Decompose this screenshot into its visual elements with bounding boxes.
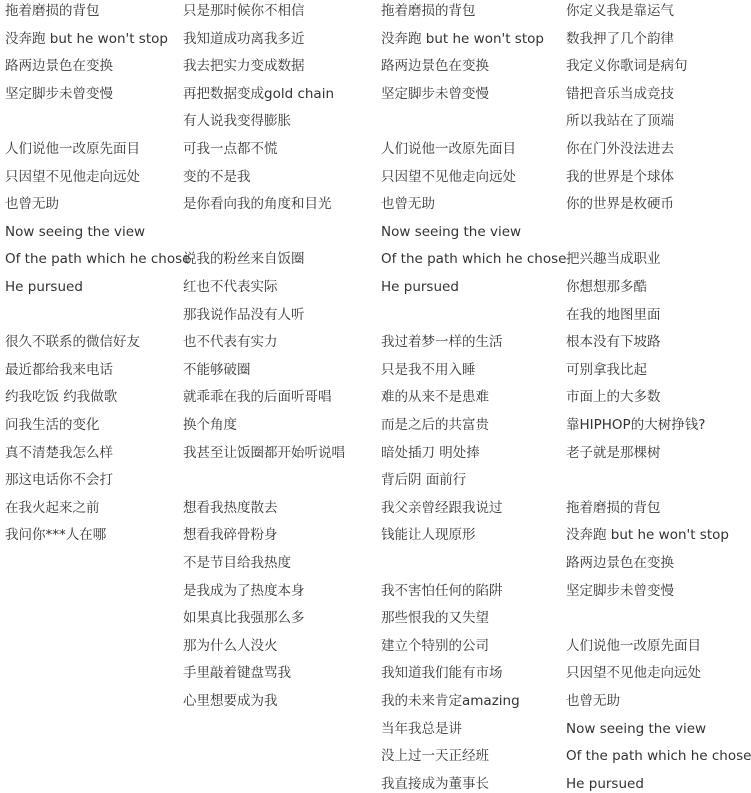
lyric-line: 就乖乖在我的后面听哥唱 [183,389,332,406]
lyric-line: 只是那时候你不相信 [183,3,305,19]
lyric-line: Of the path which he chose [381,251,567,268]
lyric-line: 坚定脚步未曾变慢 [381,85,489,102]
lyric-line: 我去把实力变成数据 [183,58,305,75]
lyric-line: 有人说我变得膨胀 [183,113,291,130]
lyric-line: 拖着磨损的背包 [381,3,476,19]
lyric-line: 我过着梦一样的生活 [381,334,503,351]
lyric-line: 你在门外没法进去 [566,141,674,157]
lyric-line: 坚定脚步未曾变慢 [566,582,674,599]
lyric-line: 老子就是那棵树 [566,444,661,461]
lyric-line: 也曾无助 [5,196,59,213]
lyric-line: 换个角度 [183,417,237,433]
lyric-line: 错把音乐当成竞技 [566,85,674,102]
lyric-line: 我甚至让饭圈都开始听说唱 [183,444,345,461]
lyric-line: 只因望不见他走向远处 [5,168,140,185]
lyric-line: 很久不联系的微信好友 [5,334,140,351]
lyric-line: He pursued [381,279,459,295]
lyric-line: 你的世界是枚硬币 [566,196,674,213]
lyric-line: 红也不代表实际 [183,279,278,295]
lyric-line: 没奔跑 but he won't stop [381,30,544,47]
lyric-line: 你想想那多酷 [566,279,647,295]
lyric-line: 所以我站在了顶端 [566,113,674,130]
lyric-line: 可别拿我比起 [566,361,647,378]
lyrics-column-4 [566,0,751,792]
lyric-line: 不能够破圈 [183,361,251,378]
lyric-line: 是我成为了热度本身 [183,582,305,599]
lyric-line: 坚定脚步未曾变慢 [5,85,113,102]
lyric-line: 在我火起来之前 [5,499,100,516]
lyric-line: 想看我热度散去 [183,499,278,516]
lyric-line: 我定义你歌词是病句 [566,58,688,75]
lyric-line: 人们说他一改原先面目 [381,141,516,157]
lyric-line: 说我的粉丝来自饭圈 [183,251,305,268]
lyric-line: 变的不是我 [183,168,251,185]
lyric-line: 我直接成为董事长 [381,775,489,792]
lyric-line: 我知道成功离我多近 [183,30,305,47]
lyric-line: 建立个特别的公司 [381,637,489,654]
lyric-line: 也不代表有实力 [183,334,278,351]
lyric-line: 背后阴 面前行 [381,472,467,489]
lyric-line: 数我押了几个韵律 [566,30,674,47]
lyric-line: 拖着磨损的背包 [566,499,661,516]
lyric-line: 约我吃饭 约我做歌 [5,389,118,406]
lyric-line: 根本没有下坡路 [566,334,661,351]
lyric-line: 暗处插刀 明处捧 [381,444,480,461]
lyric-line: 那这电话你不会打 [5,472,113,489]
lyric-line: 市面上的大多数 [566,389,661,406]
lyric-line: He pursued [5,279,83,295]
lyric-line: 你定义我是靠运气 [566,3,674,19]
lyric-line: 那我说作品没有人听 [183,306,305,323]
lyric-line: 人们说他一改原先面目 [566,637,701,654]
lyric-line: Now seeing the view [5,223,146,240]
lyric-line: 人们说他一改原先面目 [5,141,140,157]
lyrics-column-3 [381,0,567,792]
lyric-line: Of the path which he chose [5,251,191,268]
lyric-line: He pursued [566,775,644,792]
lyric-line: 问我生活的变化 [5,417,100,433]
lyric-line: 想看我碎骨粉身 [183,527,278,544]
lyrics-column-2 [183,0,369,791]
lyric-line: 心里想要成为我 [183,693,278,709]
lyric-line: 那为什么人没火 [183,637,278,654]
lyric-line: 没上过一天正经班 [381,748,489,765]
lyric-line: 可我一点都不慌 [183,141,278,157]
lyric-line: 我的世界是个球体 [566,168,674,185]
lyric-line: 拖着磨损的背包 [5,3,100,19]
lyric-line: 没奔跑 but he won't stop [566,527,729,544]
lyric-line: 路两边景色在变换 [5,58,113,75]
lyric-line: 如果真比我强那么多 [183,610,305,627]
lyric-line: 路两边景色在变换 [566,555,674,571]
lyric-line: 我知道我们能有市场 [381,665,503,682]
lyric-line: 是你看向我的角度和目光 [183,196,332,213]
lyric-line: 再把数据变成gold chain [183,85,334,102]
lyric-line: 我的未来肯定amazing [381,693,520,709]
lyric-line: 难的从来不是患难 [381,389,489,406]
lyric-line: 那些恨我的又失望 [381,610,489,627]
lyric-line: 不是节目给我热度 [183,555,291,571]
lyric-line: 没奔跑 but he won't stop [5,30,168,47]
lyric-line: 在我的地图里面 [566,306,661,323]
lyric-line: Now seeing the view [381,223,522,240]
lyric-line: 我不害怕任何的陷阱 [381,582,503,599]
lyric-line: 而是之后的共富贵 [381,417,489,433]
lyric-line: 只因望不见他走向远处 [566,665,701,682]
lyric-line: 当年我总是讲 [381,720,462,737]
lyrics-column-1 [5,0,191,791]
lyric-line: 我父亲曾经跟我说过 [381,499,503,516]
lyric-line: 也曾无助 [566,693,620,709]
lyric-line: 只因望不见他走向远处 [381,168,516,185]
lyric-line: 只是我不用入睡 [381,361,476,378]
lyric-line: 手里敲着键盘骂我 [183,665,291,682]
lyric-line: Now seeing the view [566,720,707,737]
lyric-line: Of the path which he chose [566,748,751,765]
lyric-line: 把兴趣当成职业 [566,251,661,268]
lyric-line: 也曾无助 [381,196,435,213]
lyric-line: 我问你***人在哪 [5,527,107,544]
lyric-line: 路两边景色在变换 [381,58,489,75]
lyric-line: 靠HIPHOP的大树挣钱? [566,417,706,433]
lyric-line: 最近都给我来电话 [5,361,113,378]
lyric-line: 真不清楚我怎么样 [5,444,113,461]
lyric-line: 钱能让人现原形 [381,527,476,544]
